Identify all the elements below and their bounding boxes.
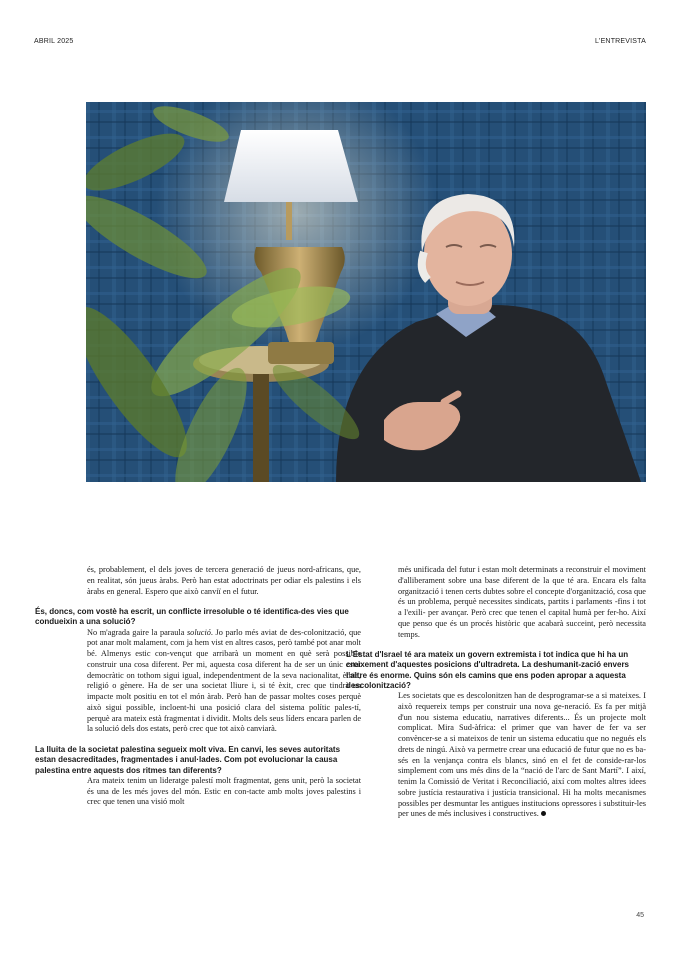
running-header-section: L'ENTREVISTA bbox=[594, 38, 646, 45]
question-heading: La lluita de la societat palestina segueix molt viva. En canvi, les seves autoritats estan desacreditades, fragmentades i anul·lades. Com pot evolucionar la causa palestina entre aquests dos ritmes tan diferents? bbox=[35, 745, 341, 775]
running-header-date: ABRIL 2025 bbox=[34, 38, 74, 45]
interview-photo bbox=[86, 102, 646, 482]
portrait-photo-icon bbox=[86, 102, 646, 482]
page-number: 45 bbox=[636, 912, 644, 919]
article-column-left bbox=[35, 565, 361, 808]
answer-paragraph: més unificada del futur i estan molt determinats a reconstruir el moviment d'alliberament sobre una base diferent de la que té ara. Encara els falta organització i tenen certs dubtes sobre el concepte d'organització, cosa que és un problema, perquè necessites sindicats, partits i parlaments -fins i tot a l'exili- per avançar. Però crec que tenen el capital humà per fer-ho. Així que penso que és un procés històric que acabarà succeint, però necessita temps. bbox=[398, 565, 646, 639]
article-column-right bbox=[346, 565, 646, 820]
answer-paragraph: Les societats que es descolonitzen han de desprogramar-se a si mateixes. I això requereix temps per construir una nova ge-neració. Es fa per mitjà d'un nou sistema educatiu, narratives diferents... És un projecte molt complicat. Mira Sud-àfrica: el primer que van haver de fer va ser convèncer-se a si mateixos de tenir un sistema educatiu que no negués els drets de ningú. Això va permetre crear una educació de futur que no es ba-sés en la venjança contra els blancs, sinó en el fet de conside-rar-los simplement com uns més dins de la “nació de l'arc de Sant Martí”. I així, tenim la Comissió de Veritat i Reconciliació, així com moltes altres idees sobre justícia restaurativa i justícia transicional. Hi ha molts mecanismes possibles per desmuntar les antigues institucions opressores i substituir-les per unes de més inclusives i constructives. bbox=[398, 691, 646, 819]
question-heading: És, doncs, com vostè ha escrit, un conflicte irresoluble o té identifica-des vies que condueixin a una solució? bbox=[35, 607, 349, 627]
end-of-article-bullet-icon bbox=[541, 811, 546, 816]
question-heading: L'Estat d'Israel té ara mateix un govern extremista i tot indica que hi ha un creixement d'aquestes posicions d'ultradreta. La deshumanit-zació envers l'altre és enorme. Quins són els camins que ens poden apropar a aquesta descolonització? bbox=[346, 650, 630, 690]
answer-paragraph: Ara mateix tenim un lideratge palestí molt fragmentat, gens unit, però la societat és una de les més joves del món. Estic en con-tacte amb molts joves palestins i crec que tenen una visió molt bbox=[87, 775, 361, 807]
answer-paragraph: és, probablement, el dels joves de tercera generació de jueus nord-africans, que, en realitat, són jueus àrabs. Però han estat adoctrinats per odiar els palestins i els àrabs en general. Espero que això canviï en el futur. bbox=[87, 565, 361, 596]
answer-paragraph: No m'agrada gaire la paraula solució. Jo parlo més aviat de des-colonització, que pot anar molt malament, com ja hem vist en altres casos, però també pot anar molt bé. Almenys estic con-vençut que arribarà un moment en què serà possible construir una cosa diferent. Per mi, aquesta cosa diferent ha de ser un únic estat democràtic on tothom sigui igual, independentment de la seva nacionalitat, ètnia, religió o gènere. Ha de ser una societat lliure i, si té èxit, crec que tindrà un impacte molt positiu en tot el món àrab. Però han de passar moltes coses perquè això sigui possible, incloent-hi una posició clara del sistema polític pales-tí, perquè ara mateix està fragmentat i dividit. Molts dels seus líders encara parlen de la solució dels dos estats, però crec que tot això canviarà. bbox=[87, 627, 361, 734]
